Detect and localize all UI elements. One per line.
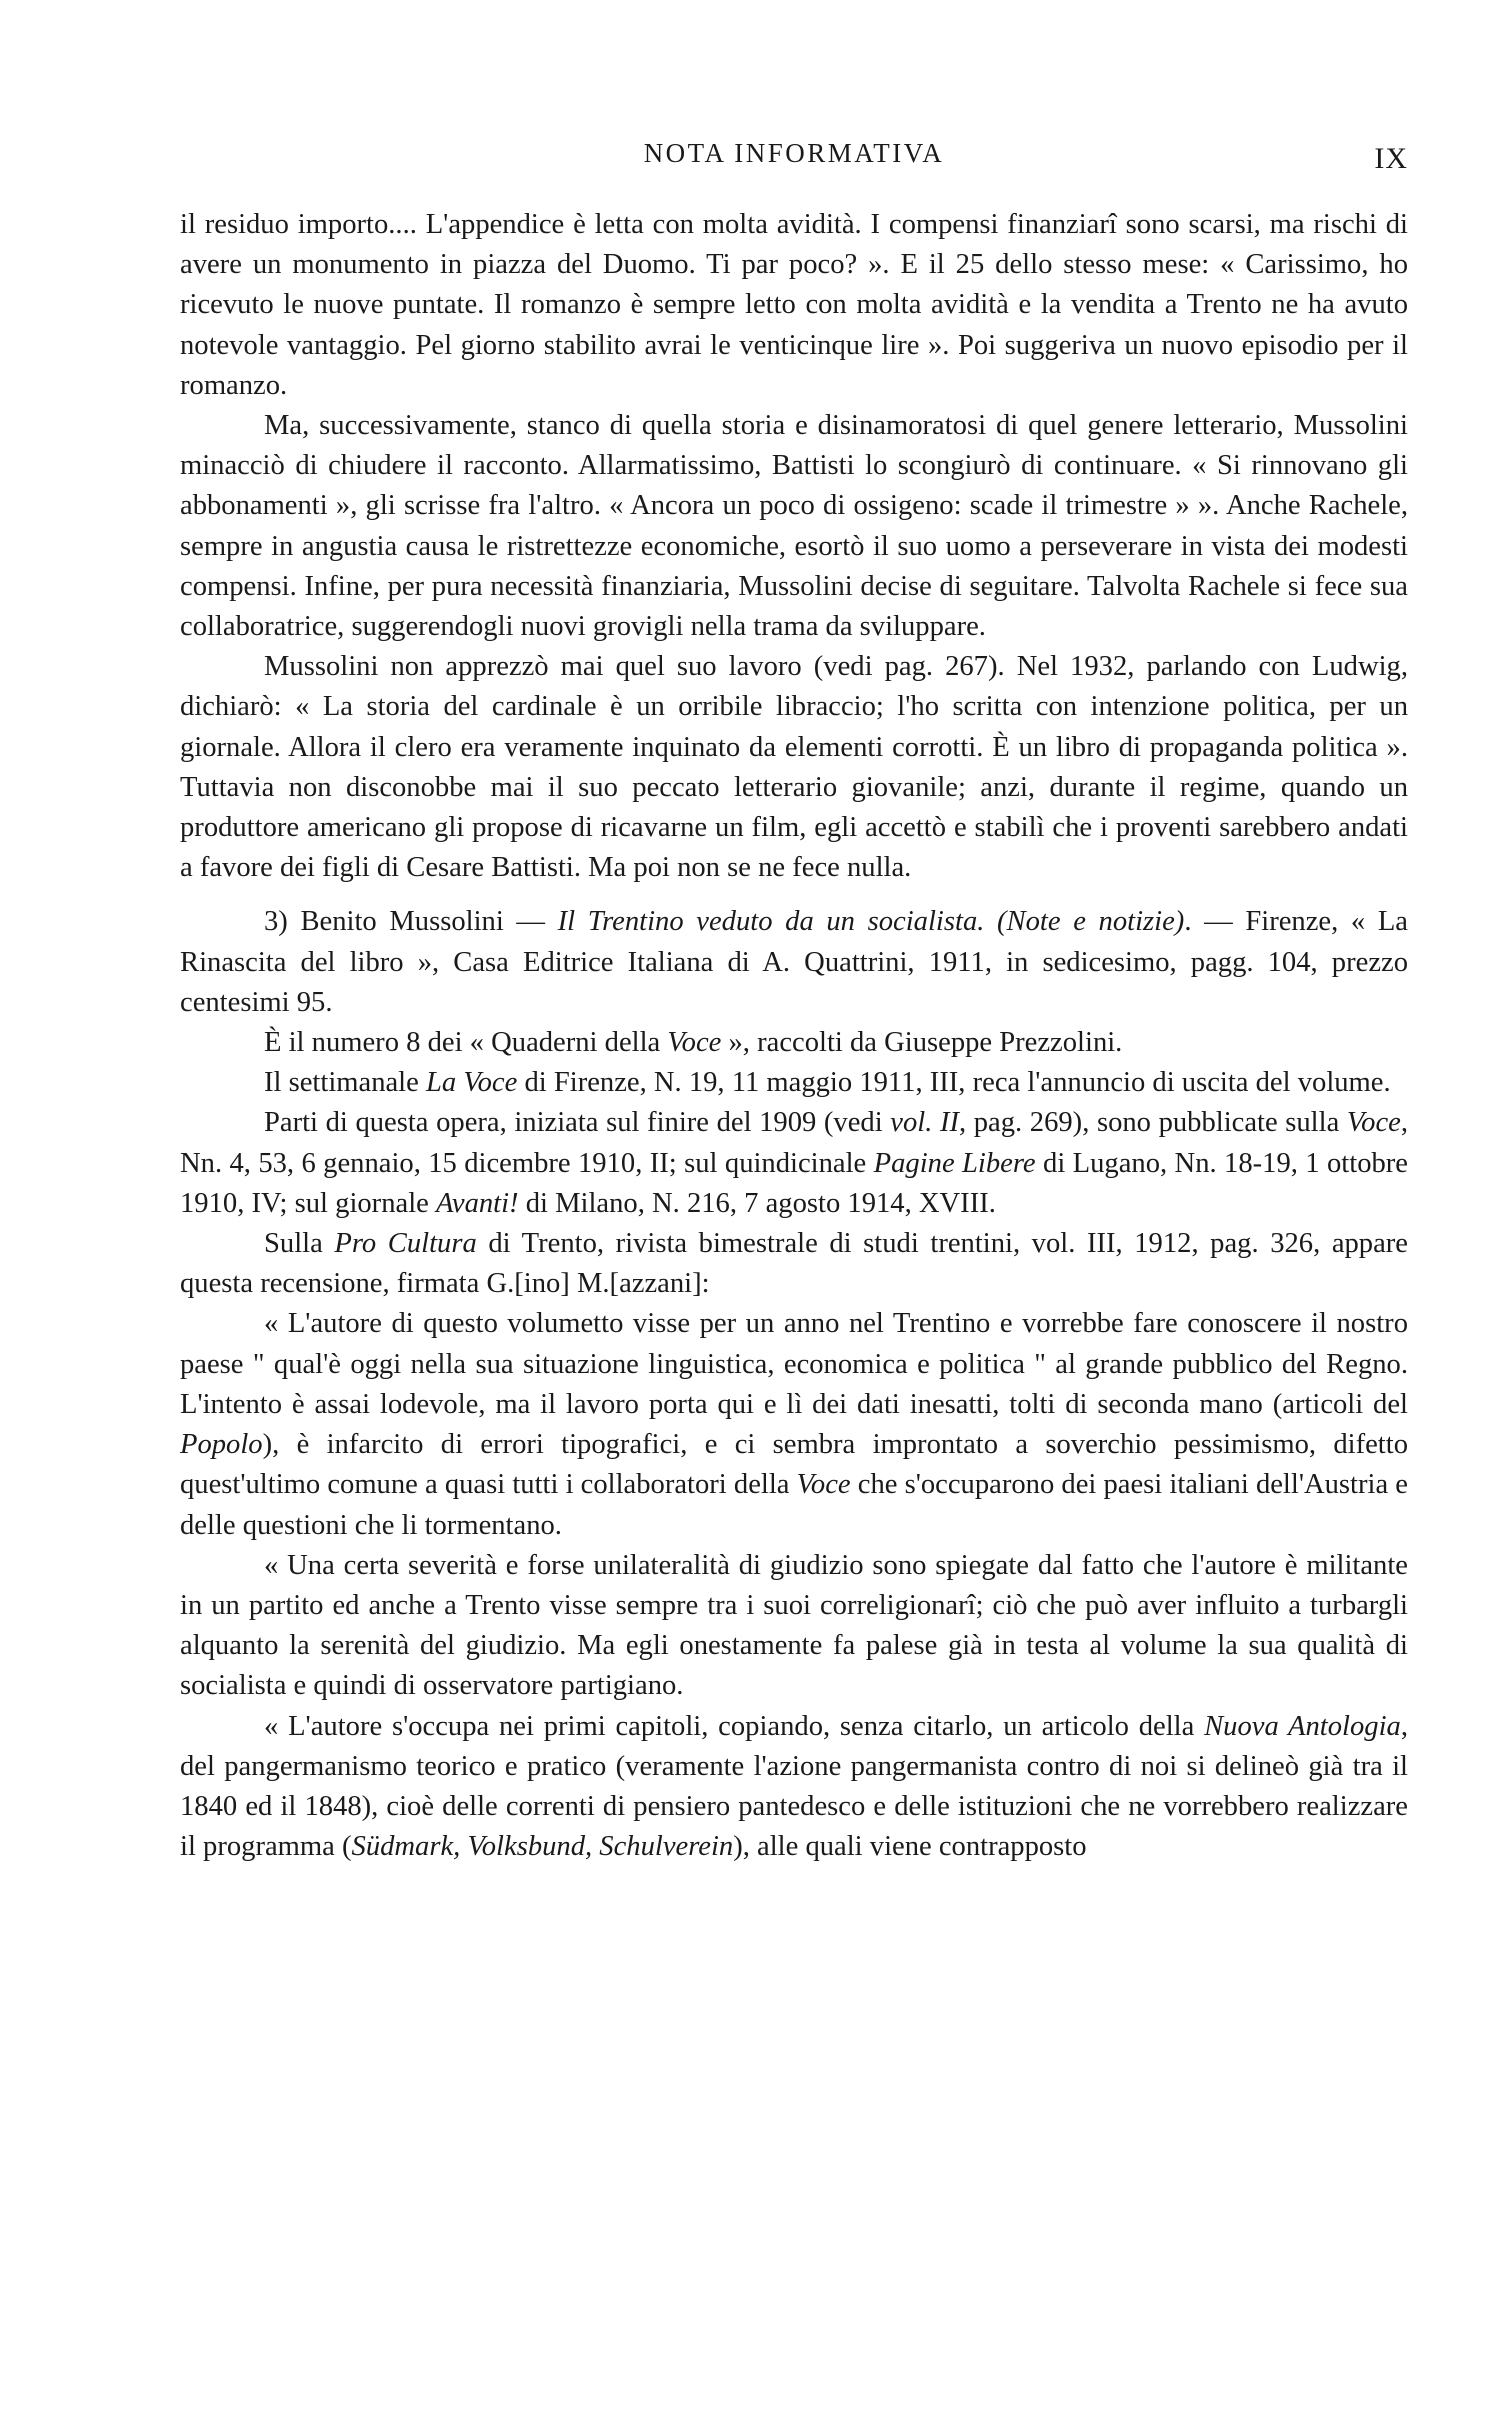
entry-details: . — Firenze, « La Rinascita del libro », Casa Editrice Italiana di A. Quattrini, 1911, in sedicesimo, pagg. 104, prezzo centesimi 95. [180, 906, 1409, 1018]
page-number: IX [1374, 142, 1408, 175]
bibliography-entry-3 [180, 902, 1408, 1023]
entry-author: 3) Benito Mussolini — [264, 906, 558, 938]
paragraph-quaderni: È il numero 8 dei « Quaderni della Voce », raccolti da Giuseppe Prezzolini. [264, 1027, 1123, 1059]
entry-title: Il Trentino veduto da un socialista. (Note e notizie) [557, 906, 1185, 938]
paragraph-parti: Parti di questa opera, iniziata sul finire del 1909 (vedi vol. II, pag. 269), sono pubblicate sulla Voce, Nn. 4, 53, 6 gennaio, 15 dicembre 1910, II; sul quindicinale Pagine Libere di Lugano, Nn. 18-19, 1 ottobre 1910, IV; sul giornale Avanti! di Milano, N. 216, 7 agosto 1914, XVIII. [180, 1107, 1409, 1219]
paragraph-pro-cultura: Sulla Pro Cultura di Trento, rivista bimestrale di studi trentini, vol. III, 1912, pag. 326, appare questa recensione, firmata G.[ino] M.[azzani]: [180, 1228, 1409, 1300]
review-quote-2: « Una certa severità e forse unilateralità di giudizio sono spiegate dal fatto che l'autore è militante in un partito ed anche a Trento visse sempre tra i suoi correligionarî; ciò che può aver influito a turbargli alquanto la serenità del giudizio. Ma egli onestamente fa palese già in testa al volume la sua qualità di socialista e quindi di osservatore partigiano. [180, 1549, 1408, 1702]
paragraph-1: il residuo importo.... L'appendice è letta con molta avidità. I compensi finanziarî sono scarsi, ma rischi di avere un monumento in piazza del Duomo. Ti par poco? ». E il 25 dello stesso mese: « Carissimo, ho ricevuto le nuove puntate. Il romanzo è sempre letto con molta avidità e la vendita a Trento ne ha avuto notevole vantaggio. Pel giorno stabilito avrai le venticinque lire ». Poi suggeriva un nuovo episodio per il romanzo. [180, 209, 1408, 401]
paragraph-2: Ma, successivamente, stanco di quella storia e disinamoratosi di quel genere letterario, Mussolini minacciò di chiudere il racconto. Allarmatissimo, Battisti lo scongiurò di continuare. « Si rinnovano gli abbonamenti », gli scrisse fra l'altro. « Ancora un poco di ossigeno: scade il trimestre » ». Anche Rachele, sempre in angustia causa le ristrettezze economiche, esortò il suo uomo a perseverare in vista dei modesti compensi. Infine, per pura necessità finanziaria, Mussolini decise di seguitare. Talvolta Rachele si fece sua collaboratrice, suggerendogli nuovi grovigli nella trama da sviluppare. [180, 410, 1408, 643]
page-header [180, 128, 1408, 188]
review-quote-1: « L'autore di questo volumetto visse per un anno nel Trentino e vorrebbe fare conoscere il nostro paese " qual'è oggi nella sua situazione linguistica, economica e politica " al grande pubblico del Regno. L'intento è assai lodevole, ma il lavoro porta qui e lì dei dati inesatti, tolti di seconda mano (articoli del Popolo), è infarcito di errori tipografici, e ci sembra improntato a soverchio pessimismo, difetto quest'ultimo comune a quasi tutti i collaboratori della Voce che s'occuparono dei paesi italiani dell'Austria e delle questioni che li tormentano. [180, 1308, 1408, 1541]
paragraph-settimanale: Il settimanale La Voce di Firenze, N. 19, 11 maggio 1911, III, reca l'annuncio di uscita del volume. [264, 1067, 1391, 1099]
review-quote-3: « L'autore s'occupa nei primi capitoli, copiando, senza citarlo, un articolo della Nuova Antologia, del pangermanismo teorico e pratico (veramente l'azione pangermanista contro di noi si delineò già tra il 1840 ed il 1848), cioè delle correnti di pensiero pantedesco e delle istituzioni che ne vorrebbero realizzare il programma (Südmark, Volksbund, Schulverein), alle quali viene contrapposto [180, 1710, 1408, 1863]
running-title: NOTA INFORMATIVA [643, 138, 945, 168]
body-text [180, 205, 1408, 1867]
paragraph-3: Mussolini non apprezzò mai quel suo lavoro (vedi pag. 267). Nel 1932, parlando con Ludwig, dichiarò: « La storia del cardinale è un orribile libraccio; l'ho scritta con intenzione politica, per un giornale. Allora il clero era veramente inquinato da elementi corrotti. È un libro di propaganda politica ». Tuttavia non disconobbe mai il suo peccato letterario giovanile; anzi, durante il regime, quando un produttore americano gli propose di ricavarne un film, egli accettò e stabilì che i proventi sarebbero andati a favore dei figli di Cesare Battisti. Ma poi non se ne fece nulla. [180, 651, 1408, 884]
